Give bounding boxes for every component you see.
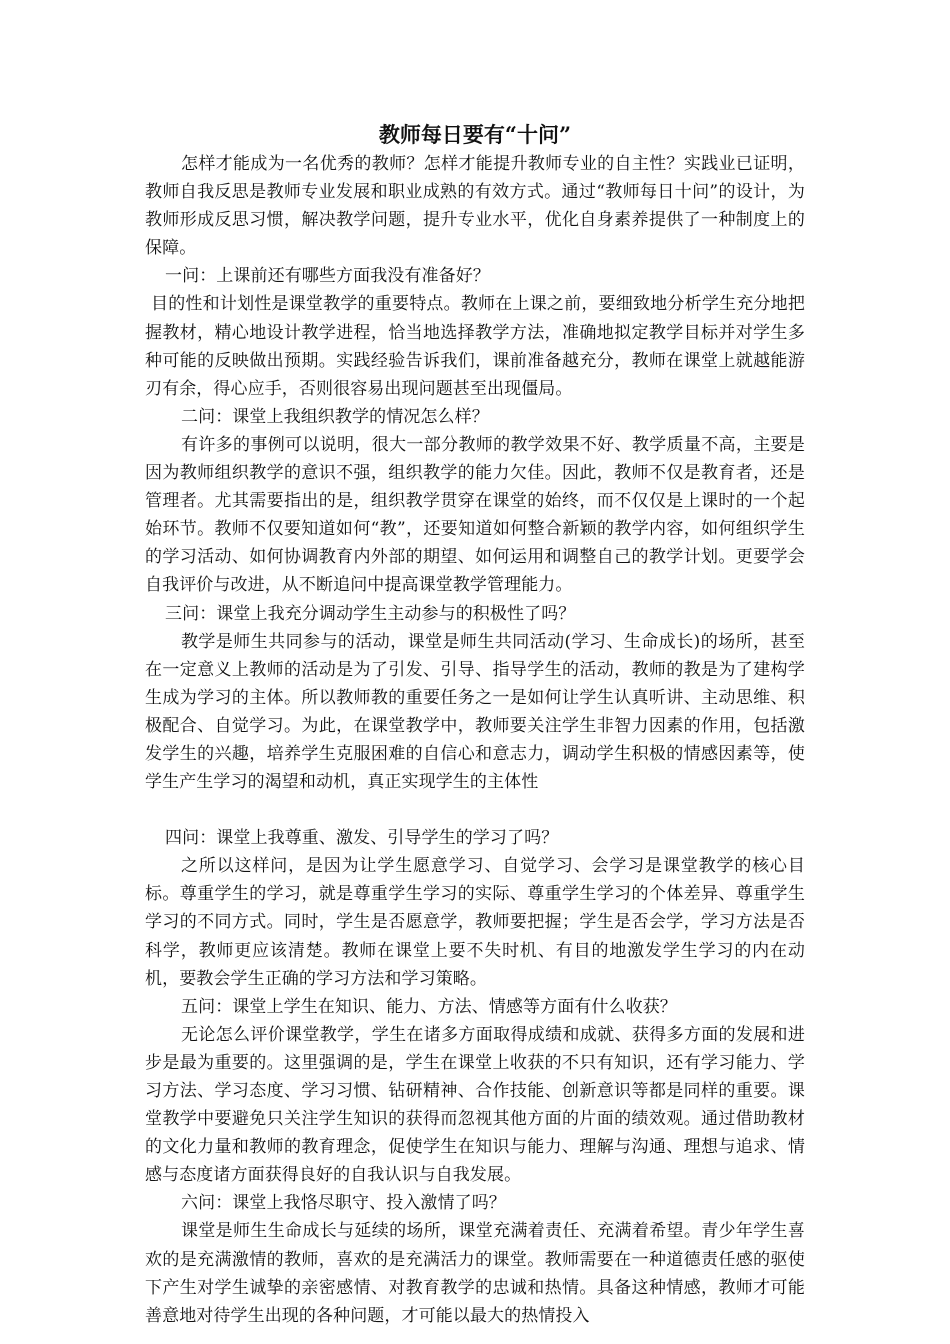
question-1: 一问：上课前还有哪些方面我没有准备好？ — [165, 266, 490, 287]
answer-6-paragraph: 课堂是师生生命成长与延续的场所，课堂充满着责任、充满着希望。青少年学生喜欢的是充满激情的教师，喜欢的是充满活力的课堂。教师需要在一种道德责任感的驱使下产生对学生诚挚的亲密感情、对教育教学的忠诚和热情。具备这种情感，教师才可能善意地对待学生出现的各种问题，才可能以最大的热情投入 — [145, 1221, 805, 1326]
question-4: 四问：课堂上我尊重、激发、引导学生的学习了吗？ — [165, 828, 559, 849]
question-6: 六问：课堂上我恪尽职守、投入激情了吗？ — [181, 1193, 506, 1214]
document-body — [145, 150, 805, 1330]
question-2: 二问：课堂上我组织教学的情况怎么样？ — [181, 406, 489, 427]
answer-4-paragraph: 之所以这样问，是因为让学生愿意学习、自觉学习、会学习是课堂教学的核心目标。尊重学生的学习，就是尊重学生学习的实际、尊重学生学习的个体差异、尊重学生学习的不同方式。同时，学生是否愿意学，教师要把握；学生是否会学，学习方法是否科学，教师更应该清楚。教师在课堂上要不失时机、有目的地激发学生学习的内在动机，要教会学生正确的学习方法和学习策略。 — [145, 856, 805, 989]
answer-5-paragraph: 无论怎么评价课堂教学，学生在诸多方面取得成绩和成就、获得多方面的发展和进步是最为重要的。这里强调的是，学生在课堂上收获的不只有知识，还有学习能力、学习方法、学习态度、学习习惯、钻研精神、合作技能、创新意识等都是同样的重要。课堂教学中要避免只关注学生知识的获得而忽视其他方面的片面的绩效观。通过借助教材的文化力量和教师的教育理念，促使学生在知识与能力、理解与沟通、理想与追求、情感与态度诸方面获得良好的自我认识与自我发展。 — [145, 1024, 805, 1186]
question-3: 三问：课堂上我充分调动学生主动参与的积极性了吗？ — [165, 603, 576, 624]
answer-3-paragraph: 教学是师生共同参与的活动，课堂是师生共同活动(学习、生命成长)的场所，甚至在一定意义上教师的活动是为了引发、引导、指导学生的活动，教师的教是为了建构学生成为学习的主体。所以教师教的重要任务之一是如何让学生认真听讲、主动思维、积极配合、自觉学习。为此，在课堂教学中，教师要关注学生非智力因素的作用，包括激发学生的兴趣，培养学生克服困难的自信心和意志力，调动学生积极的情感因素等，使学生产生学习的渴望和动机，真正实现学生的主体性 — [145, 631, 805, 793]
answer-1-paragraph: 目的性和计划性是课堂教学的重要特点。教师在上课之前，要细致地分析学生充分地把握教材，精心地设计教学进程，恰当地选择教学方法，准确地拟定教学目标并对学生多种可能的反映做出预期。实践经验告诉我们，课前准备越充分，教师在课堂上就越能游刃有余，得心应手，否则很容易出现问题甚至出现僵局。 — [145, 294, 805, 399]
question-5: 五问：课堂上学生在知识、能力、方法、情感等方面有什么收获？ — [181, 996, 677, 1017]
intro-paragraph: 怎样才能成为一名优秀的教师？怎样才能提升教师专业的自主性？实践业已证明，教师自我反思是教师专业发展和职业成熟的有效方式。通过“教师每日十问”的设计，为教师形成反思习惯，解决教学问题，提升专业水平，优化自身素养提供了一种制度上的保障。 — [145, 154, 805, 259]
document-title: 教师每日要有“十问” — [378, 122, 572, 147]
answer-2-paragraph: 有许多的事例可以说明，很大一部分教师的教学效果不好、教学质量不高，主要是因为教师组织教学的意识不强，组织教学的能力欠佳。因此，教师不仅是教育者，还是管理者。尤其需要指出的是，组织教学贯穿在课堂的始终，而不仅仅是上课时的一个起始环节。教师不仅要知道如何“教”，还要知道如何整合新颖的教学内容，如何组织学生的学习活动、如何协调教育内外部的期望、如何运用和调整自己的教学计划。更要学会自我评价与改进，从不断追问中提高课堂教学管理能力。 — [145, 434, 805, 596]
paragraph-gap — [145, 796, 805, 824]
